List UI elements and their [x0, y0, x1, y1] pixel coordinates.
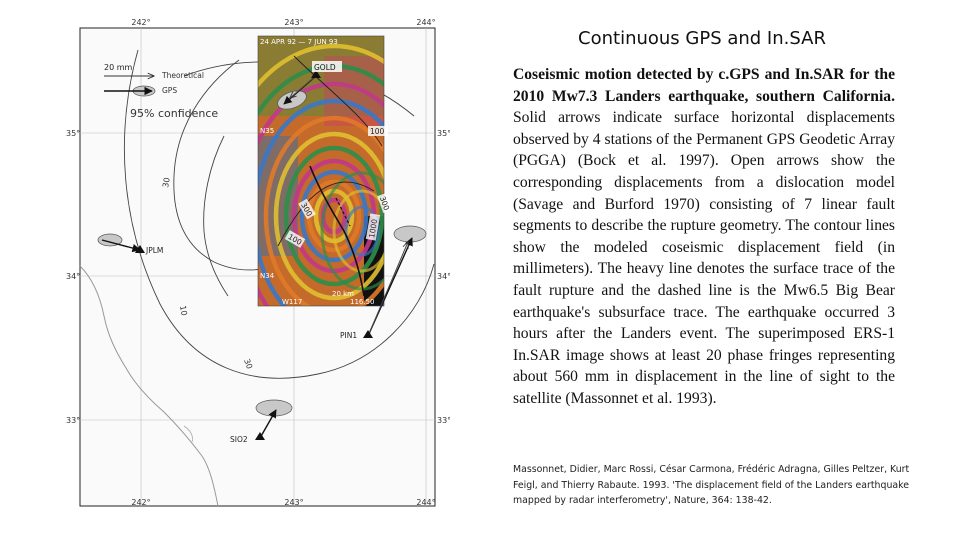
station-label: SIO2	[230, 435, 248, 444]
legend-gps-label: GPS	[162, 86, 178, 95]
contour-label: 10	[178, 304, 189, 317]
insar-w117-label: W117	[282, 298, 303, 306]
description-lead: Coseismic motion detected by c.GPS and In.SAR for the 2010 Mw7.3 Landers earthquake, southern California.	[513, 66, 895, 105]
contour-label: 30	[161, 176, 172, 189]
insar-lon-label: 116.50	[350, 298, 375, 306]
contour-label: 100	[286, 232, 304, 247]
lon-tick-label: 242°	[131, 18, 151, 27]
legend-theoretical-label: Theoretical	[162, 71, 204, 80]
station-label: JPLM	[146, 246, 164, 255]
lat-tick-label: 34°	[66, 272, 81, 281]
lat-tick-label: 33°	[437, 416, 450, 425]
station-label: PIN1	[340, 331, 358, 340]
lat-tick-label: 35°	[437, 129, 450, 138]
station-label: GOLD	[314, 63, 336, 72]
insar-scale-label: 20 km	[332, 290, 355, 298]
lon-tick-label: 243°	[284, 18, 304, 27]
contour-label: 300	[377, 195, 392, 212]
lat-tick-label: 35°	[66, 129, 81, 138]
contour-label: 100	[370, 127, 385, 136]
page-title: Continuous GPS and In.SAR	[578, 28, 826, 49]
insar-n34-label: N34	[260, 272, 275, 280]
contour-label: 300	[299, 200, 315, 218]
insar-n35-label: N35	[260, 127, 275, 135]
lon-tick-label: 242°	[131, 498, 151, 507]
legend-scale-label: 20 mm	[104, 63, 133, 72]
contour-label: 30	[242, 357, 255, 371]
lon-tick-label: 244°	[416, 18, 436, 27]
contour-label: 1000	[367, 218, 380, 239]
lat-tick-label: 33°	[66, 416, 81, 425]
lon-tick-label: 244°	[416, 498, 436, 507]
reference-citation: Massonnet, Didier, Marc Rossi, César Carmona, Frédéric Adragna, Gilles Peltzer, Kurt Feigl, and Thierry Rabaute. 1993. 'The displacement field of the Landers earthquake mapped by radar interferometry', Nature, 364: 138-42.	[513, 464, 910, 506]
lon-tick-label: 243°	[284, 498, 304, 507]
landers-earthquake-map-figure	[64, 16, 450, 512]
lat-tick-label: 34°	[437, 272, 450, 281]
figure-description	[513, 64, 895, 410]
description-body: Solid arrows indicate surface horizontal displacements observed by 4 stations of the Permanent GPS Geodetic Array (PGGA) (Bock et al. 1997). Open arrows show the corresponding displacements from a dislocation model (Savage and Burford 1970) consisting of 7 linear fault segments to describe the rupture geometry. The contour lines show the modeled coseismic displacement field (in millimeters). The heavy line denotes the surface trace of the fault rupture and the dashed line is the Mw6.5 Big Bear earthquake's subsurface trace. The earthquake occurred 3 hours after the Landers event. The superimposed ERS-1 In.SAR image shows at least 20 phase fringes representing about 560 mm in displacement in the line of sight to the satellite (Massonnet et al. 1993).	[513, 109, 895, 407]
legend-confidence-label: 95% confidence	[130, 107, 219, 120]
insar-date-label: 24 APR 92 — 7 JUN 93	[260, 38, 338, 46]
